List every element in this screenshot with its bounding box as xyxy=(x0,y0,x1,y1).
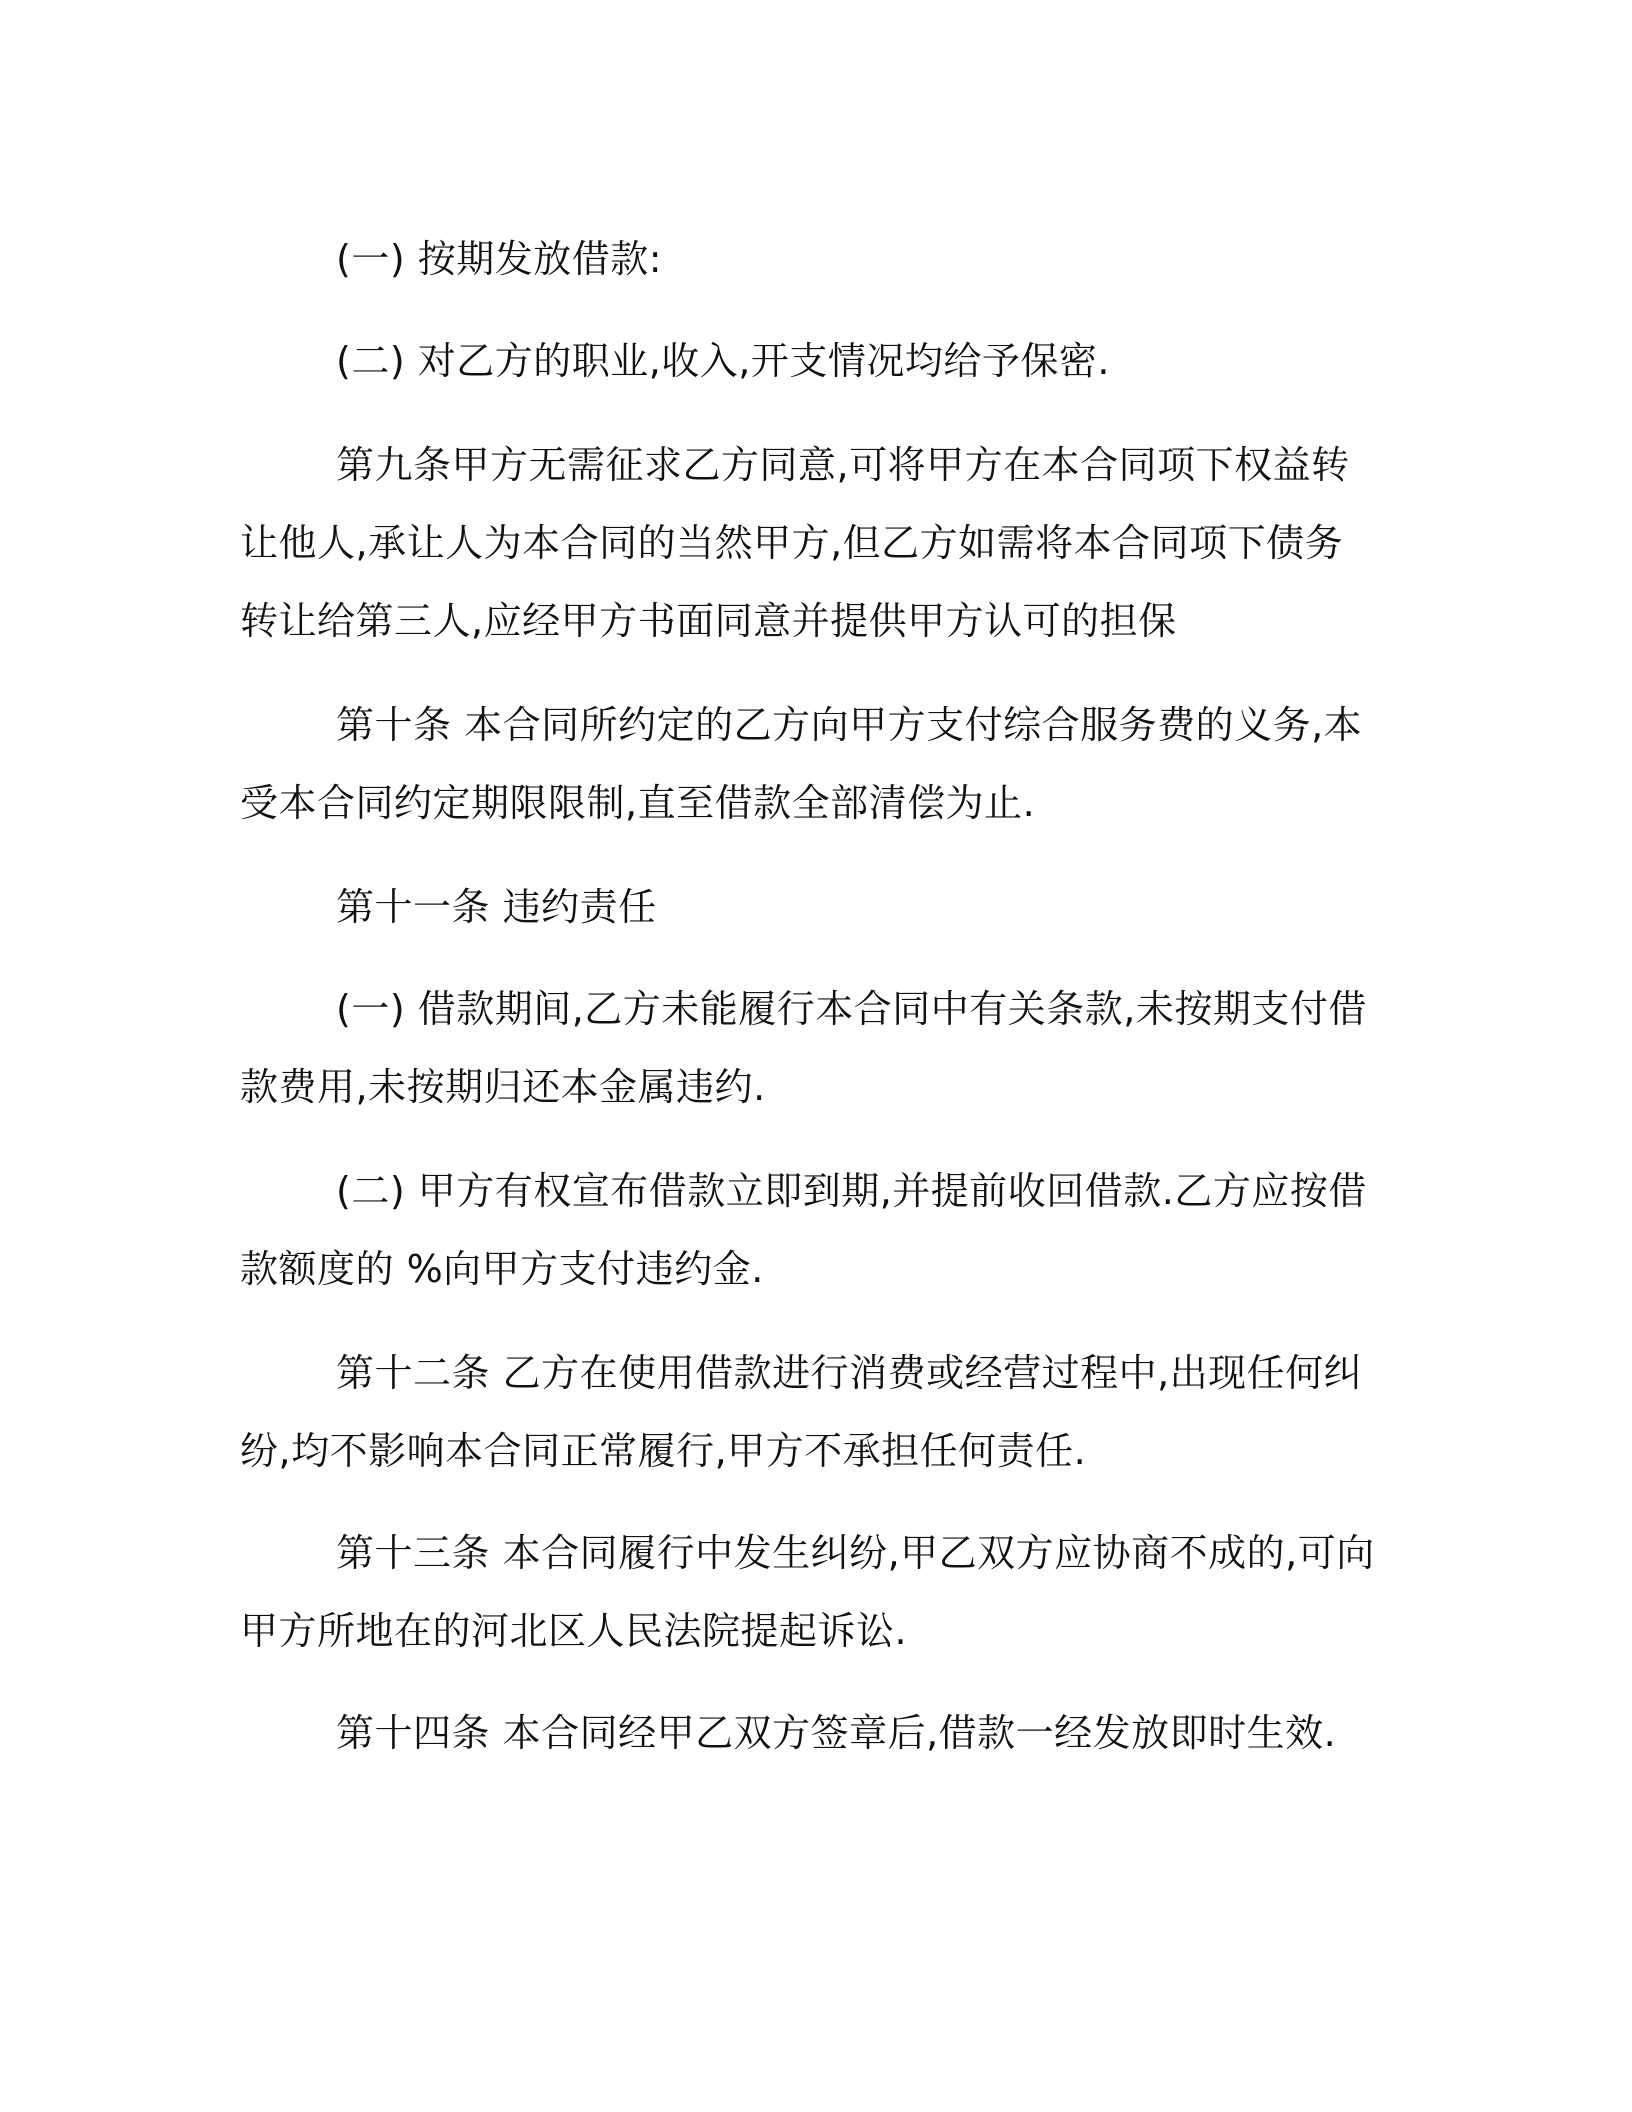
paragraph-article-10: 第十条 本合同所约定的乙方向甲方支付综合服务费的义务,本受本合同约定期限限制,直至借款全部清偿为止. xyxy=(240,703,1363,825)
paragraph-article-11-item-1: (一) 借款期间,乙方未能履行本合同中有关条款,未按期支付借款费用,未按期归还本金属违约. xyxy=(240,987,1367,1109)
paragraph-article-12: 第十二条 乙方在使用借款进行消费或经营过程中,出现任何纠纷,均不影响本合同正常履行,甲方不承担任何责任. xyxy=(240,1351,1363,1473)
paragraph-article-9: 第九条甲方无需征求乙方同意,可将甲方在本合同项下权益转让他人,承让人为本合同的当然甲方,但乙方如需将本合同项下债务转让给第三人,应经甲方书面同意并提供甲方认可的担保 xyxy=(240,443,1350,643)
paragraph-clause-1-item-1: (一) 按期发放借款: xyxy=(336,237,663,281)
paragraph-article-11-item-2: (二) 甲方有权宣布借款立即到期,并提前收回借款.乙方应按借款额度的 %向甲方支付违约金. xyxy=(240,1169,1367,1291)
paragraph-article-13: 第十三条 本合同履行中发生纠纷,甲乙双方应协商不成的,可向甲方所地在的河北区人民法院提起诉讼. xyxy=(240,1531,1375,1653)
paragraph-clause-1-item-2: (二) 对乙方的职业,收入,开支情况均给予保密. xyxy=(336,339,1110,383)
paragraph-article-14: 第十四条 本合同经甲乙双方签章后,借款一经发放即时生效. xyxy=(336,1711,1337,1755)
heading-article-11: 第十一条 违约责任 xyxy=(336,885,657,929)
